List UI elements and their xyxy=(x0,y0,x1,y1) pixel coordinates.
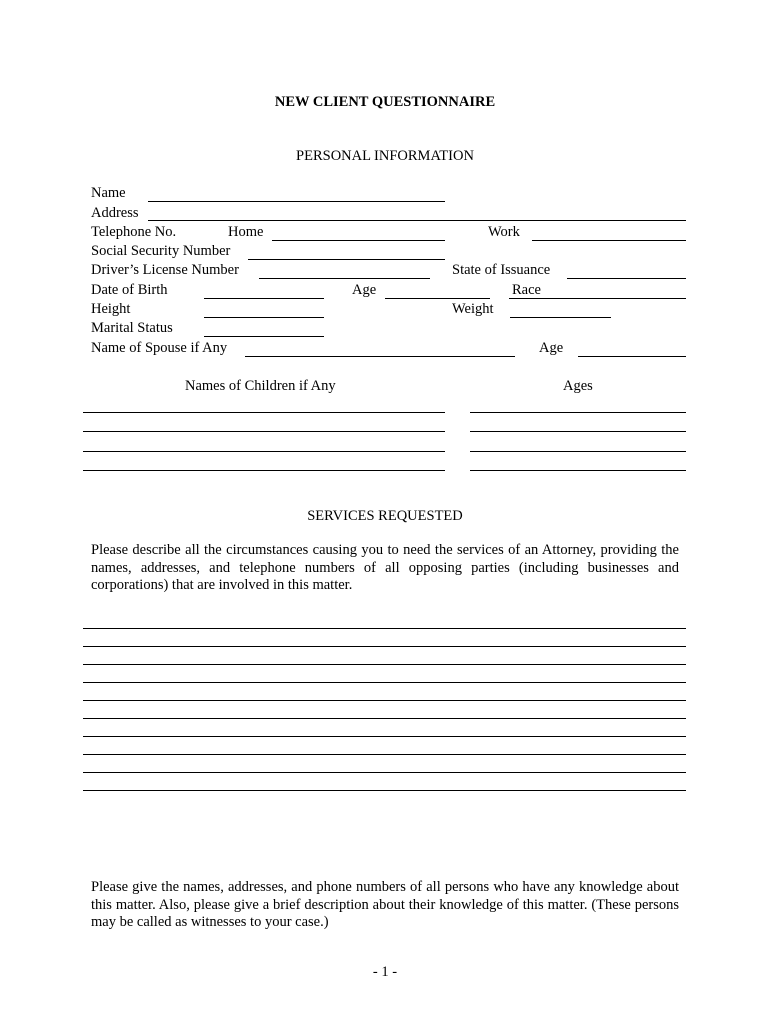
child-age-field[interactable] xyxy=(470,412,686,413)
address-field[interactable] xyxy=(148,220,686,221)
services-answer-line[interactable] xyxy=(83,646,686,647)
height-label: Height xyxy=(91,301,131,317)
drivers-license-field[interactable] xyxy=(259,278,430,279)
services-answer-line[interactable] xyxy=(83,628,686,629)
spouse-age-field[interactable] xyxy=(578,356,686,357)
state-of-issuance-field[interactable] xyxy=(567,278,686,279)
marital-status-label: Marital Status xyxy=(91,320,173,336)
race-field[interactable] xyxy=(509,298,686,299)
name-field[interactable] xyxy=(148,201,445,202)
children-header: Names of Children if Any xyxy=(185,378,336,394)
services-instructions: Please describe all the circumstances causing you to need the services of an Attorney, providing the names, addresses, and telephone numbers of all opposing parties (including businesses and corporations) that are involved in this matter. xyxy=(91,542,679,593)
home-phone-label: Home xyxy=(228,224,264,240)
drivers-license-label: Driver’s License Number xyxy=(91,262,239,278)
height-field[interactable] xyxy=(204,317,324,318)
child-age-field[interactable] xyxy=(470,451,686,452)
telephone-label: Telephone No. xyxy=(91,224,177,240)
services-answer-line[interactable] xyxy=(83,718,686,719)
state-of-issuance-label: State of Issuance xyxy=(452,262,551,278)
services-answer-line[interactable] xyxy=(83,682,686,683)
work-phone-label: Work xyxy=(488,224,520,240)
dob-field[interactable] xyxy=(204,298,324,299)
ssn-label: Social Security Number xyxy=(91,243,231,259)
services-answer-line[interactable] xyxy=(83,754,686,755)
services-answer-line[interactable] xyxy=(83,664,686,665)
child-name-field[interactable] xyxy=(83,451,445,452)
spouse-age-label: Age xyxy=(539,340,564,356)
work-phone-field[interactable] xyxy=(532,240,686,241)
race-label: Race xyxy=(512,282,541,298)
ssn-field[interactable] xyxy=(248,259,445,260)
child-name-field[interactable] xyxy=(83,470,445,471)
child-name-field[interactable] xyxy=(83,412,445,413)
home-phone-field[interactable] xyxy=(272,240,445,241)
weight-field[interactable] xyxy=(510,317,611,318)
dob-label: Date of Birth xyxy=(91,282,168,298)
spouse-field[interactable] xyxy=(245,356,515,357)
child-name-field[interactable] xyxy=(83,431,445,432)
name-label: Name xyxy=(91,185,126,201)
personal-information-heading: PERSONAL INFORMATION xyxy=(296,148,474,164)
child-age-field[interactable] xyxy=(470,431,686,432)
page-number: - 1 - xyxy=(372,964,398,980)
services-answer-line[interactable] xyxy=(83,700,686,701)
age-field[interactable] xyxy=(385,298,490,299)
document-title: NEW CLIENT QUESTIONNAIRE xyxy=(274,94,496,110)
address-label: Address xyxy=(91,205,139,221)
age-label: Age xyxy=(352,282,377,298)
marital-status-field[interactable] xyxy=(204,336,324,337)
services-requested-heading: SERVICES REQUESTED xyxy=(307,508,463,524)
witness-instructions: Please give the names, addresses, and phone numbers of all persons who have any knowledge about this matter. Also, please give a brief description about their knowledge of this matter. (These persons may be called as witnesses to your case.) xyxy=(91,879,679,930)
child-age-field[interactable] xyxy=(470,470,686,471)
spouse-label: Name of Spouse if Any xyxy=(91,340,228,356)
weight-label: Weight xyxy=(452,301,494,317)
services-answer-line[interactable] xyxy=(83,790,686,791)
services-answer-line[interactable] xyxy=(83,772,686,773)
ages-header: Ages xyxy=(563,378,593,394)
services-answer-line[interactable] xyxy=(83,736,686,737)
